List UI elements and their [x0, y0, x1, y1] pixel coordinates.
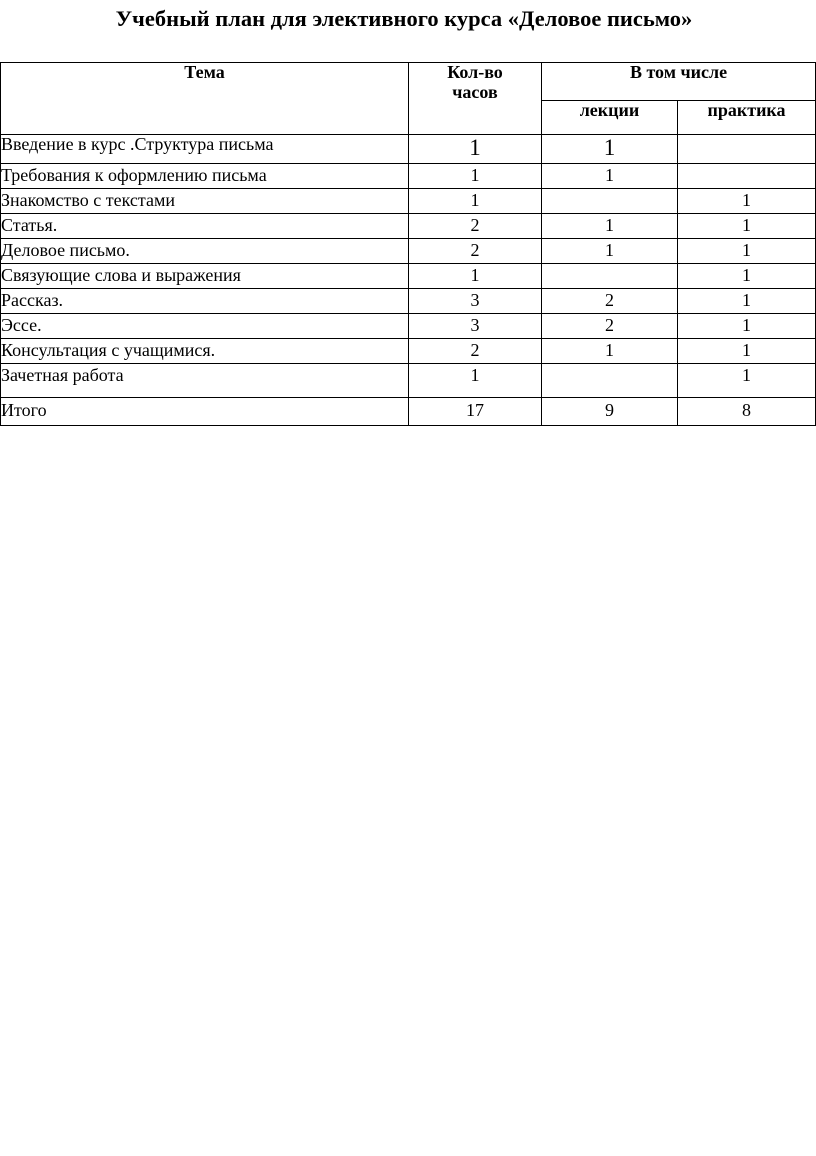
- cell-lectures: [542, 364, 678, 398]
- cell-topic: Зачетная работа: [1, 364, 409, 398]
- table-row: [1, 164, 816, 189]
- cell-practice: [678, 164, 816, 189]
- page-title: Учебный план для элективного курса «Деловое письмо»: [115, 6, 693, 31]
- header-including: В том числе: [542, 63, 816, 101]
- cell-topic: Знакомство с текстами: [1, 189, 409, 214]
- cell-hours: 1: [409, 164, 542, 189]
- cell-practice: 1: [678, 239, 816, 264]
- cell-practice: 1: [678, 339, 816, 364]
- cell-hours: 3: [409, 289, 542, 314]
- cell-lectures: [542, 264, 678, 289]
- cell-topic: Рассказ.: [1, 289, 409, 314]
- table-row: [1, 314, 816, 339]
- cell-topic: Эссе.: [1, 314, 409, 339]
- cell-topic: Статья.: [1, 214, 409, 239]
- cell-practice: 1: [678, 189, 816, 214]
- total-row: [1, 398, 816, 426]
- cell-hours: 3: [409, 314, 542, 339]
- cell-hours: 2: [409, 339, 542, 364]
- cell-topic: Введение в курс .Структура письма: [1, 135, 409, 164]
- table-row: [1, 289, 816, 314]
- cell-lectures: 1: [542, 214, 678, 239]
- table-row: [1, 189, 816, 214]
- cell-lectures: 2: [542, 314, 678, 339]
- header-hours-line2: часов: [452, 81, 498, 102]
- cell-topic: Консультация с учащимися.: [1, 339, 409, 364]
- cell-topic: Связующие слова и выражения: [1, 264, 409, 289]
- cell-lectures: 1: [542, 239, 678, 264]
- cell-hours: 1: [409, 189, 542, 214]
- cell-lectures: 2: [542, 289, 678, 314]
- header-lectures: лекции: [542, 101, 678, 135]
- curriculum-table: [0, 62, 816, 426]
- cell-practice: 1: [678, 214, 816, 239]
- total-hours: 17: [409, 398, 542, 426]
- cell-hours: 1: [409, 264, 542, 289]
- cell-practice: 1: [678, 289, 816, 314]
- cell-lectures: [542, 189, 678, 214]
- total-label: Итого: [1, 398, 409, 426]
- cell-hours: 1: [409, 364, 542, 398]
- table-row: [1, 339, 816, 364]
- header-practice: практика: [678, 101, 816, 135]
- cell-lectures: 1: [542, 135, 678, 164]
- table-row: [1, 135, 816, 164]
- cell-practice: 1: [678, 264, 816, 289]
- cell-lectures: 1: [542, 164, 678, 189]
- table-row: [1, 214, 816, 239]
- table-row: [1, 364, 816, 398]
- cell-lectures: 1: [542, 339, 678, 364]
- table-row: [1, 264, 816, 289]
- cell-hours: 2: [409, 214, 542, 239]
- header-topic: Тема: [1, 63, 409, 135]
- header-hours: [409, 63, 542, 135]
- cell-practice: 1: [678, 314, 816, 339]
- cell-practice: 1: [678, 364, 816, 398]
- cell-topic: Требования к оформлению письма: [1, 164, 409, 189]
- cell-practice: [678, 135, 816, 164]
- header-hours-line1: Кол-во: [447, 62, 503, 82]
- total-practice: 8: [678, 398, 816, 426]
- table-row: [1, 239, 816, 264]
- cell-topic: Деловое письмо.: [1, 239, 409, 264]
- cell-hours: 1: [409, 135, 542, 164]
- total-lectures: 9: [542, 398, 678, 426]
- cell-hours: 2: [409, 239, 542, 264]
